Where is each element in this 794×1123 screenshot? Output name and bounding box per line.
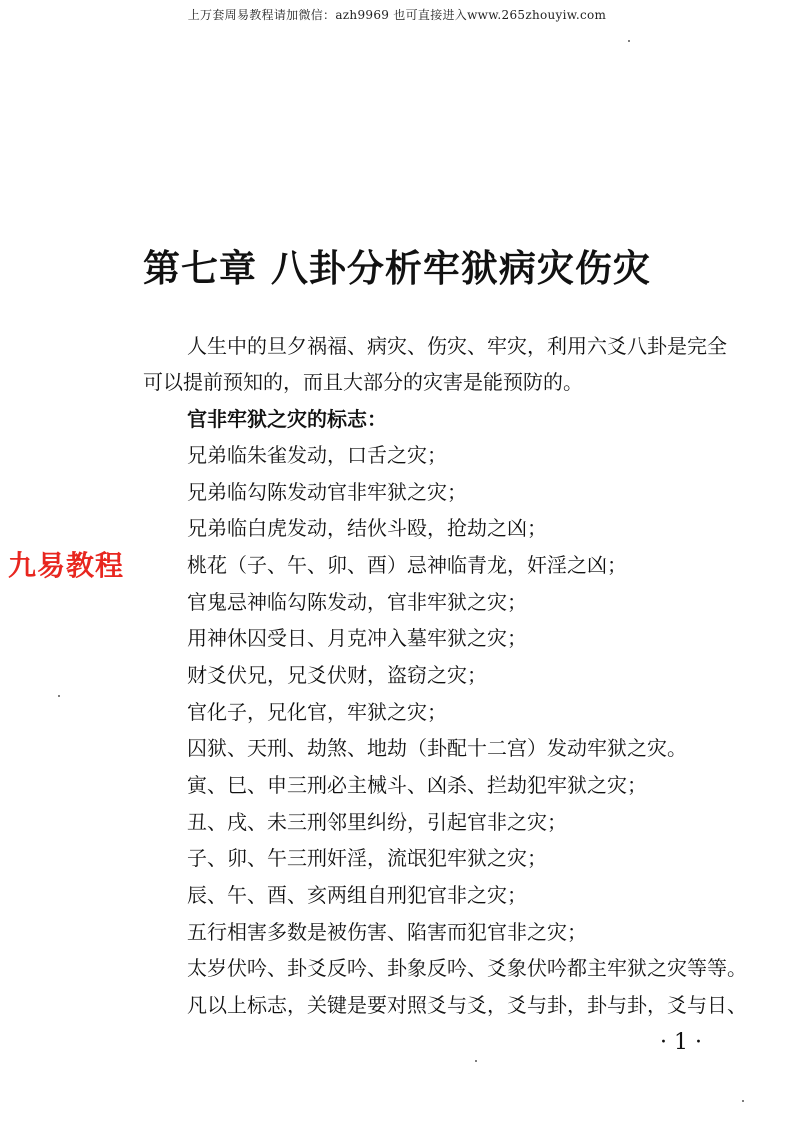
red-watermark-logo: 九易教程 [8,549,125,582]
list-item: 丑、戌、未三刑邻里纠纷，引起官非之灾； [187,810,567,834]
list-item: 辰、午、酉、亥两组自刑犯官非之灾； [187,883,527,907]
scan-speck [742,1100,744,1102]
list-item: 官鬼忌神临勾陈发动，官非牢狱之灾； [187,590,527,614]
list-item: 用神休囚受日、月克冲入墓牢狱之灾； [187,626,527,650]
page-header-watermark: 上万套周易教程请加微信：azh9969 也可直接进入www.265zhouyiw.com [187,8,607,22]
intro-line-2: 可以提前预知的，而且大部分的灾害是能预防的。 [143,370,583,394]
list-item: 官化子，兄化官，牢狱之灾； [187,700,447,724]
scan-speck [628,40,630,42]
list-item: 太岁伏吟、卦爻反吟、卦象反吟、爻象伏吟都主牢狱之灾等等。 [187,956,747,980]
list-item: 桃花（子、午、卯、酉）忌神临青龙，奸淫之凶； [187,553,627,577]
section-subheading: 官非牢狱之灾的标志： [187,407,387,431]
list-item: 五行相害多数是被伤害、陷害而犯官非之灾； [187,920,587,944]
page-number: · 1 · [660,1030,702,1055]
scan-speck [475,1060,477,1062]
list-item: 凡以上标志，关键是要对照爻与爻，爻与卦，卦与卦，爻与日、 [187,993,747,1017]
scan-speck [58,695,60,697]
list-item: 兄弟临白虎发动，结伙斗殴，抢劫之凶； [187,516,547,540]
list-item: 囚狱、天刑、劫煞、地劫（卦配十二宫）发动牢狱之灾。 [187,736,687,760]
list-item: 子、卯、午三刑奸淫，流氓犯牢狱之灾； [187,846,547,870]
list-item: 财爻伏兄，兄爻伏财，盗窃之灾； [187,663,487,687]
intro-line-1: 人生中的旦夕祸福、病灾、伤灾、牢灾，利用六爻八卦是完全 [187,334,727,358]
list-item: 寅、巳、申三刑必主械斗、凶杀、拦劫犯牢狱之灾； [187,773,647,797]
list-item: 兄弟临勾陈发动官非牢狱之灾； [187,480,467,504]
list-item: 兄弟临朱雀发动，口舌之灾； [187,443,447,467]
chapter-title: 第七章 八卦分析牢狱病灾伤灾 [143,247,651,290]
